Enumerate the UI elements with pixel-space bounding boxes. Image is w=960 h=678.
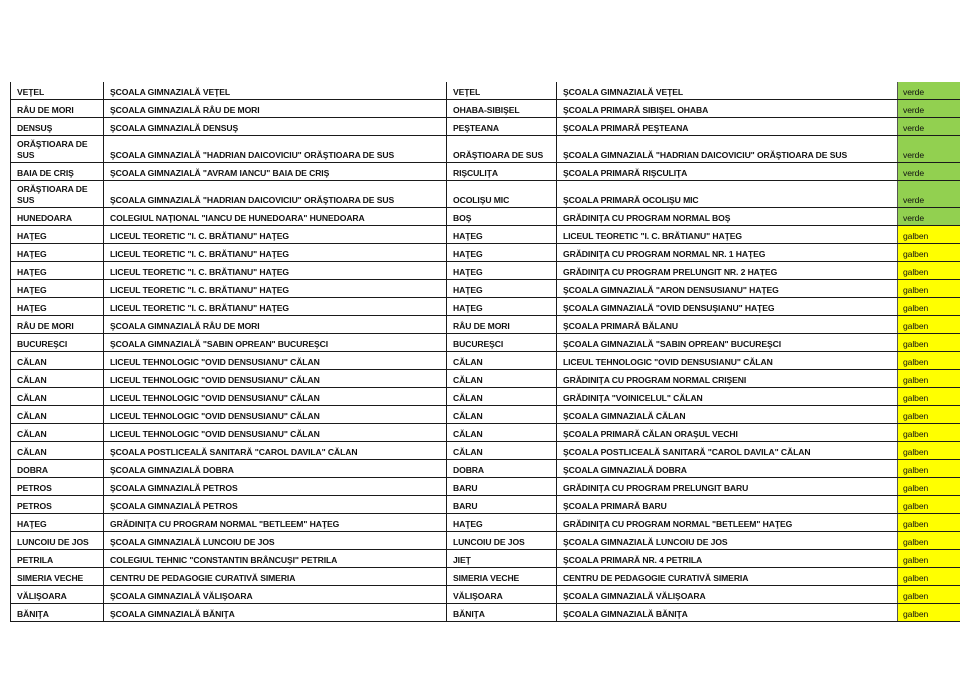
target-locality-cell: CĂLAN xyxy=(447,388,557,406)
origin-school-cell: ŞCOALA GIMNAZIALĂ PETROS xyxy=(104,478,447,496)
origin-school-cell: LICEUL TEORETIC "I. C. BRĂTIANU" HAŢEG xyxy=(104,244,447,262)
table-row xyxy=(11,334,960,352)
status-cell: galben xyxy=(898,550,960,568)
schools-table-sheet xyxy=(10,82,960,622)
status-cell: galben xyxy=(898,460,960,478)
target-locality-cell: CĂLAN xyxy=(447,424,557,442)
status-cell: galben xyxy=(898,604,960,622)
table-row xyxy=(11,406,960,424)
table-row xyxy=(11,136,960,163)
origin-locality-cell: DENSUŞ xyxy=(11,118,104,136)
target-school-cell: ŞCOALA GIMNAZIALĂ "SABIN OPREAN" BUCUREŞCI xyxy=(557,334,898,352)
status-cell: galben xyxy=(898,226,960,244)
target-locality-cell: BARU xyxy=(447,478,557,496)
status-cell: verde xyxy=(898,181,960,208)
status-cell: galben xyxy=(898,316,960,334)
table-row xyxy=(11,181,960,208)
target-school-cell: GRĂDINIŢA "VOINICELUL" CĂLAN xyxy=(557,388,898,406)
table-row xyxy=(11,550,960,568)
target-locality-cell: RIŞCULIŢA xyxy=(447,163,557,181)
target-locality-cell: HAŢEG xyxy=(447,298,557,316)
status-cell: galben xyxy=(898,568,960,586)
status-cell: galben xyxy=(898,244,960,262)
target-locality-cell: CĂLAN xyxy=(447,370,557,388)
table-row xyxy=(11,298,960,316)
status-cell: galben xyxy=(898,406,960,424)
table-row xyxy=(11,208,960,226)
table-row xyxy=(11,118,960,136)
status-cell: galben xyxy=(898,532,960,550)
status-cell: galben xyxy=(898,262,960,280)
origin-locality-cell: HAŢEG xyxy=(11,514,104,532)
target-locality-cell: BARU xyxy=(447,496,557,514)
origin-school-cell: ŞCOALA GIMNAZIALĂ "AVRAM IANCU" BAIA DE CRIŞ xyxy=(104,163,447,181)
target-school-cell: ŞCOALA GIMNAZIALĂ VEŢEL xyxy=(557,82,898,100)
target-school-cell: CENTRU DE PEDAGOGIE CURATIVĂ SIMERIA xyxy=(557,568,898,586)
target-school-cell: GRĂDINIŢA CU PROGRAM NORMAL BOŞ xyxy=(557,208,898,226)
status-cell: verde xyxy=(898,208,960,226)
origin-locality-cell: SIMERIA VECHE xyxy=(11,568,104,586)
origin-school-cell: LICEUL TEHNOLOGIC "OVID DENSUSIANU" CĂLAN xyxy=(104,352,447,370)
origin-locality-cell: CĂLAN xyxy=(11,388,104,406)
origin-locality-cell: PETROS xyxy=(11,496,104,514)
table-row xyxy=(11,514,960,532)
origin-locality-cell: CĂLAN xyxy=(11,352,104,370)
status-cell: galben xyxy=(898,352,960,370)
origin-locality-cell: ORĂŞTIOARA DE SUS xyxy=(11,136,104,163)
target-locality-cell: HAŢEG xyxy=(447,226,557,244)
target-school-cell: ŞCOALA PRIMARĂ NR. 4 PETRILA xyxy=(557,550,898,568)
target-school-cell: ŞCOALA PRIMARĂ CĂLAN ORAŞUL VECHI xyxy=(557,424,898,442)
origin-locality-cell: PETROS xyxy=(11,478,104,496)
origin-school-cell: LICEUL TEHNOLOGIC "OVID DENSUSIANU" CĂLAN xyxy=(104,370,447,388)
status-cell: verde xyxy=(898,163,960,181)
origin-locality-cell: RÂU DE MORI xyxy=(11,316,104,334)
target-school-cell: ŞCOALA PRIMARĂ RIŞCULIŢA xyxy=(557,163,898,181)
table-row xyxy=(11,370,960,388)
table-row xyxy=(11,82,960,100)
origin-locality-cell: HAŢEG xyxy=(11,226,104,244)
status-cell: galben xyxy=(898,298,960,316)
origin-locality-cell: HAŢEG xyxy=(11,280,104,298)
target-school-cell: ŞCOALA GIMNAZIALĂ LUNCOIU DE JOS xyxy=(557,532,898,550)
status-cell: galben xyxy=(898,424,960,442)
table-row xyxy=(11,262,960,280)
target-locality-cell: JIEŢ xyxy=(447,550,557,568)
origin-locality-cell: BAIA DE CRIŞ xyxy=(11,163,104,181)
origin-locality-cell: CĂLAN xyxy=(11,370,104,388)
target-locality-cell: OCOLIŞU MIC xyxy=(447,181,557,208)
table-row xyxy=(11,604,960,622)
status-cell: verde xyxy=(898,82,960,100)
target-locality-cell: OHABA-SIBIŞEL xyxy=(447,100,557,118)
status-cell: galben xyxy=(898,370,960,388)
status-cell: galben xyxy=(898,586,960,604)
target-school-cell: GRĂDINIŢA CU PROGRAM NORMAL CRIŞENI xyxy=(557,370,898,388)
target-school-cell: ŞCOALA GIMNAZIALĂ DOBRA xyxy=(557,460,898,478)
origin-school-cell: ŞCOALA GIMNAZIALĂ PETROS xyxy=(104,496,447,514)
target-school-cell: ŞCOALA GIMNAZIALĂ "HADRIAN DAICOVICIU" ORĂŞTIOARA DE SUS xyxy=(557,136,898,163)
origin-locality-cell: HAŢEG xyxy=(11,262,104,280)
origin-locality-cell: CĂLAN xyxy=(11,406,104,424)
target-school-cell: ŞCOALA PRIMARĂ PEŞTEANA xyxy=(557,118,898,136)
status-cell: galben xyxy=(898,478,960,496)
table-row xyxy=(11,280,960,298)
status-cell: verde xyxy=(898,100,960,118)
origin-school-cell: LICEUL TEHNOLOGIC "OVID DENSUSIANU" CĂLAN xyxy=(104,406,447,424)
origin-locality-cell: VEŢEL xyxy=(11,82,104,100)
origin-school-cell: COLEGIUL TEHNIC "CONSTANTIN BRÂNCUŞI" PETRILA xyxy=(104,550,447,568)
status-cell: galben xyxy=(898,514,960,532)
origin-school-cell: ŞCOALA GIMNAZIALĂ "HADRIAN DAICOVICIU" ORĂŞTIOARA DE SUS xyxy=(104,181,447,208)
status-cell: galben xyxy=(898,334,960,352)
origin-school-cell: LICEUL TEHNOLOGIC "OVID DENSUSIANU" CĂLAN xyxy=(104,388,447,406)
target-locality-cell: VĂLIŞOARA xyxy=(447,586,557,604)
target-school-cell: GRĂDINIŢA CU PROGRAM PRELUNGIT BARU xyxy=(557,478,898,496)
origin-school-cell: ŞCOALA GIMNAZIALĂ "HADRIAN DAICOVICIU" ORĂŞTIOARA DE SUS xyxy=(104,136,447,163)
target-locality-cell: HAŢEG xyxy=(447,514,557,532)
target-locality-cell: BĂNIŢA xyxy=(447,604,557,622)
origin-school-cell: ŞCOALA GIMNAZIALĂ BĂNIŢA xyxy=(104,604,447,622)
target-school-cell: ŞCOALA PRIMARĂ SIBIŞEL OHABA xyxy=(557,100,898,118)
target-school-cell: ŞCOALA POSTLICEALĂ SANITARĂ "CAROL DAVILA" CĂLAN xyxy=(557,442,898,460)
origin-school-cell: LICEUL TEORETIC "I. C. BRĂTIANU" HAŢEG xyxy=(104,262,447,280)
origin-locality-cell: PETRILA xyxy=(11,550,104,568)
table-row xyxy=(11,532,960,550)
origin-locality-cell: HAŢEG xyxy=(11,298,104,316)
schools-table xyxy=(10,82,960,622)
target-locality-cell: ORĂŞTIOARA DE SUS xyxy=(447,136,557,163)
status-cell: verde xyxy=(898,118,960,136)
status-cell: galben xyxy=(898,388,960,406)
target-school-cell: ŞCOALA GIMNAZIALĂ CĂLAN xyxy=(557,406,898,424)
origin-locality-cell: BĂNIŢA xyxy=(11,604,104,622)
origin-school-cell: LICEUL TEHNOLOGIC "OVID DENSUSIANU" CĂLAN xyxy=(104,424,447,442)
origin-locality-cell: CĂLAN xyxy=(11,424,104,442)
target-locality-cell: LUNCOIU DE JOS xyxy=(447,532,557,550)
table-row xyxy=(11,226,960,244)
origin-school-cell: ŞCOALA GIMNAZIALĂ RÂU DE MORI xyxy=(104,316,447,334)
origin-school-cell: ŞCOALA GIMNAZIALĂ "SABIN OPREAN" BUCUREŞCI xyxy=(104,334,447,352)
table-row xyxy=(11,100,960,118)
table-row xyxy=(11,442,960,460)
table-row xyxy=(11,244,960,262)
target-school-cell: ŞCOALA GIMNAZIALĂ "ARON DENSUSIANU" HAŢEG xyxy=(557,280,898,298)
origin-school-cell: ŞCOALA GIMNAZIALĂ DOBRA xyxy=(104,460,447,478)
table-row xyxy=(11,460,960,478)
status-cell: galben xyxy=(898,442,960,460)
table-row xyxy=(11,424,960,442)
target-locality-cell: CĂLAN xyxy=(447,406,557,424)
target-locality-cell: HAŢEG xyxy=(447,280,557,298)
target-locality-cell: DOBRA xyxy=(447,460,557,478)
origin-locality-cell: HUNEDOARA xyxy=(11,208,104,226)
target-school-cell: GRĂDINIŢA CU PROGRAM NORMAL "BETLEEM" HAŢEG xyxy=(557,514,898,532)
target-school-cell: ŞCOALA GIMNAZIALĂ VĂLIŞOARA xyxy=(557,586,898,604)
target-school-cell: ŞCOALA PRIMARĂ BARU xyxy=(557,496,898,514)
target-school-cell: ŞCOALA PRIMARĂ OCOLIŞU MIC xyxy=(557,181,898,208)
origin-school-cell: ŞCOALA GIMNAZIALĂ VEŢEL xyxy=(104,82,447,100)
status-cell: galben xyxy=(898,496,960,514)
target-locality-cell: CĂLAN xyxy=(447,442,557,460)
origin-school-cell: ŞCOALA GIMNAZIALĂ LUNCOIU DE JOS xyxy=(104,532,447,550)
target-locality-cell: PEŞTEANA xyxy=(447,118,557,136)
target-locality-cell: BOŞ xyxy=(447,208,557,226)
target-locality-cell: SIMERIA VECHE xyxy=(447,568,557,586)
table-row xyxy=(11,478,960,496)
origin-school-cell: ŞCOALA GIMNAZIALĂ RÂU DE MORI xyxy=(104,100,447,118)
origin-locality-cell: HAŢEG xyxy=(11,244,104,262)
origin-school-cell: CENTRU DE PEDAGOGIE CURATIVĂ SIMERIA xyxy=(104,568,447,586)
target-school-cell: ŞCOALA GIMNAZIALĂ "OVID DENSUŞIANU" HAŢEG xyxy=(557,298,898,316)
table-row xyxy=(11,496,960,514)
target-school-cell: ŞCOALA GIMNAZIALĂ BĂNIŢA xyxy=(557,604,898,622)
origin-locality-cell: BUCUREŞCI xyxy=(11,334,104,352)
target-locality-cell: BUCUREŞCI xyxy=(447,334,557,352)
origin-locality-cell: DOBRA xyxy=(11,460,104,478)
table-row xyxy=(11,586,960,604)
target-locality-cell: HAŢEG xyxy=(447,262,557,280)
status-cell: verde xyxy=(898,136,960,163)
target-school-cell: ŞCOALA PRIMARĂ BĂLANU xyxy=(557,316,898,334)
origin-school-cell: LICEUL TEORETIC "I. C. BRĂTIANU" HAŢEG xyxy=(104,298,447,316)
origin-locality-cell: RÂU DE MORI xyxy=(11,100,104,118)
status-cell: galben xyxy=(898,280,960,298)
target-locality-cell: HAŢEG xyxy=(447,244,557,262)
table-body xyxy=(11,82,960,622)
table-row xyxy=(11,352,960,370)
table-row xyxy=(11,568,960,586)
target-school-cell: GRĂDINIŢA CU PROGRAM PRELUNGIT NR. 2 HAŢEG xyxy=(557,262,898,280)
origin-school-cell: LICEUL TEORETIC "I. C. BRĂTIANU" HAŢEG xyxy=(104,280,447,298)
origin-locality-cell: CĂLAN xyxy=(11,442,104,460)
table-row xyxy=(11,316,960,334)
origin-school-cell: ŞCOALA GIMNAZIALĂ VĂLIŞOARA xyxy=(104,586,447,604)
origin-locality-cell: ORĂŞTIOARA DE SUS xyxy=(11,181,104,208)
origin-school-cell: COLEGIUL NAŢIONAL "IANCU DE HUNEDOARA" HUNEDOARA xyxy=(104,208,447,226)
origin-school-cell: GRĂDINIŢA CU PROGRAM NORMAL "BETLEEM" HAŢEG xyxy=(104,514,447,532)
origin-school-cell: LICEUL TEORETIC "I. C. BRĂTIANU" HAŢEG xyxy=(104,226,447,244)
target-school-cell: GRĂDINIŢA CU PROGRAM NORMAL NR. 1 HAŢEG xyxy=(557,244,898,262)
table-row xyxy=(11,163,960,181)
target-locality-cell: VEŢEL xyxy=(447,82,557,100)
target-locality-cell: CĂLAN xyxy=(447,352,557,370)
origin-school-cell: ŞCOALA POSTLICEALĂ SANITARĂ "CAROL DAVILA" CĂLAN xyxy=(104,442,447,460)
target-locality-cell: RÂU DE MORI xyxy=(447,316,557,334)
origin-school-cell: ŞCOALA GIMNAZIALĂ DENSUŞ xyxy=(104,118,447,136)
target-school-cell: LICEUL TEORETIC "I. C. BRĂTIANU" HAŢEG xyxy=(557,226,898,244)
table-row xyxy=(11,388,960,406)
target-school-cell: LICEUL TEHNOLOGIC "OVID DENSUSIANU" CĂLAN xyxy=(557,352,898,370)
origin-locality-cell: VĂLIŞOARA xyxy=(11,586,104,604)
origin-locality-cell: LUNCOIU DE JOS xyxy=(11,532,104,550)
